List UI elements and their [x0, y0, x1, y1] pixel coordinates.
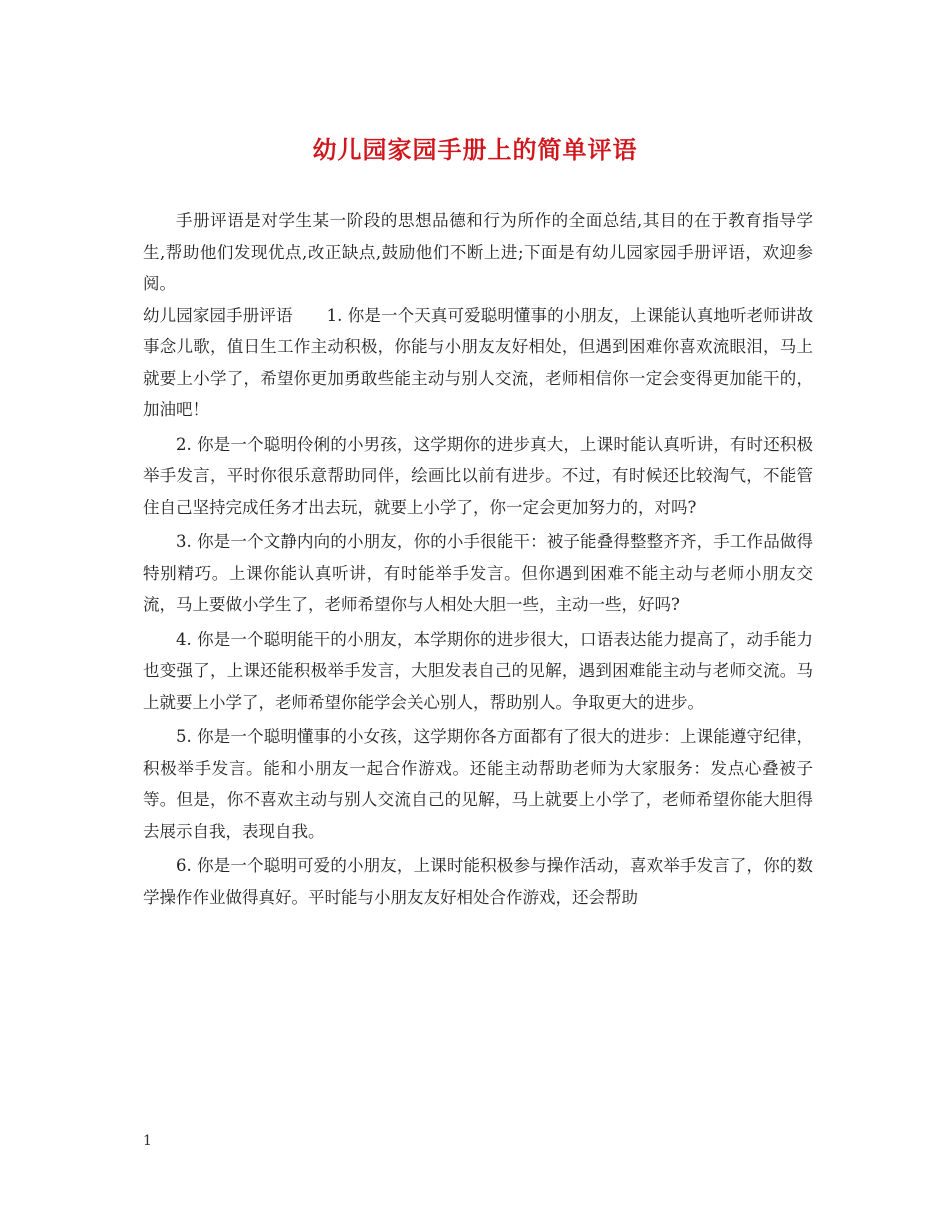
intro-paragraph: 手册评语是对学生某一阶段的思想品德和行为所作的全面总结,其目的在于教育指导学生,帮助他们发现优点,改正缺点,鼓励他们不断上进;下面是有幼儿园家园手册评语，欢迎参阅。: [143, 211, 813, 293]
comment-text-1: 1. 你是一个天真可爱聪明懂事的小朋友，上课能认真地听老师讲故事念儿歌，值日生工作主动积极，你能与小朋友友好相处，但遇到困难你喜欢流眼泪，马上就要上小学了，希望你更加勇敢些能主动与别人交流，老师相信你一定会变得更加能干的，加油吧！: [143, 305, 814, 419]
comment-paragraph-2: 2. 你是一个聪明伶俐的小男孩，这学期你的进步真大，上课时能认真听讲，有时还积极举手发言，平时你很乐意帮助同伴，绘画比以前有进步。不过，有时候还比较淘气，不能管住自己坚持完成任务才出去玩，就要上小学了，你一定会更加努力的，对吗?: [143, 434, 813, 517]
comment-paragraph-5: 5. 你是一个聪明懂事的小女孩，这学期你各方面都有了很大的进步：上课能遵守纪律，积极举手发言。能和小朋友一起合作游戏。还能主动帮助老师为大家服务：发点心叠被子等。但是，你不喜欢主动与别人交流自己的见解，马上就要上小学了，老师希望你能大胆得去展示自我，表现自我。: [143, 727, 813, 841]
comment-paragraph-1: [143, 300, 813, 426]
comment-paragraph-3: 3. 你是一个文静内向的小朋友，你的小手很能干：被子能叠得整整齐齐，手工作品做得特别精巧。上课你能认真听讲，有时能举手发言。但你遇到困难不能主动与老师小朋友交流，马上要做小学生了，老师希望你与人相处大胆一些，主动一些，好吗?: [143, 532, 813, 614]
section-heading: 幼儿园家园手册评语: [143, 305, 293, 325]
comment-paragraph-6: 6. 你是一个聪明可爱的小朋友，上课时能积极参与操作活动，喜欢举手发言了，你的数学操作作业做得真好。平时能与小朋友友好相处合作游戏，还会帮助: [143, 856, 813, 907]
page-number: 1: [143, 1133, 152, 1149]
comment-paragraph-4: 4. 你是一个聪明能干的小朋友，本学期你的进步很大，口语表达能力提高了，动手能力也变强了，上课还能积极举手发言，大胆发表自己的见解，遇到困难能主动与老师交流。马上就要上小学了，老师希望你能学会关心别人，帮助别人。争取更大的进步。: [143, 629, 813, 712]
document-title: 幼儿园家园手册上的简单评语: [312, 135, 638, 164]
document-body: [143, 205, 813, 913]
